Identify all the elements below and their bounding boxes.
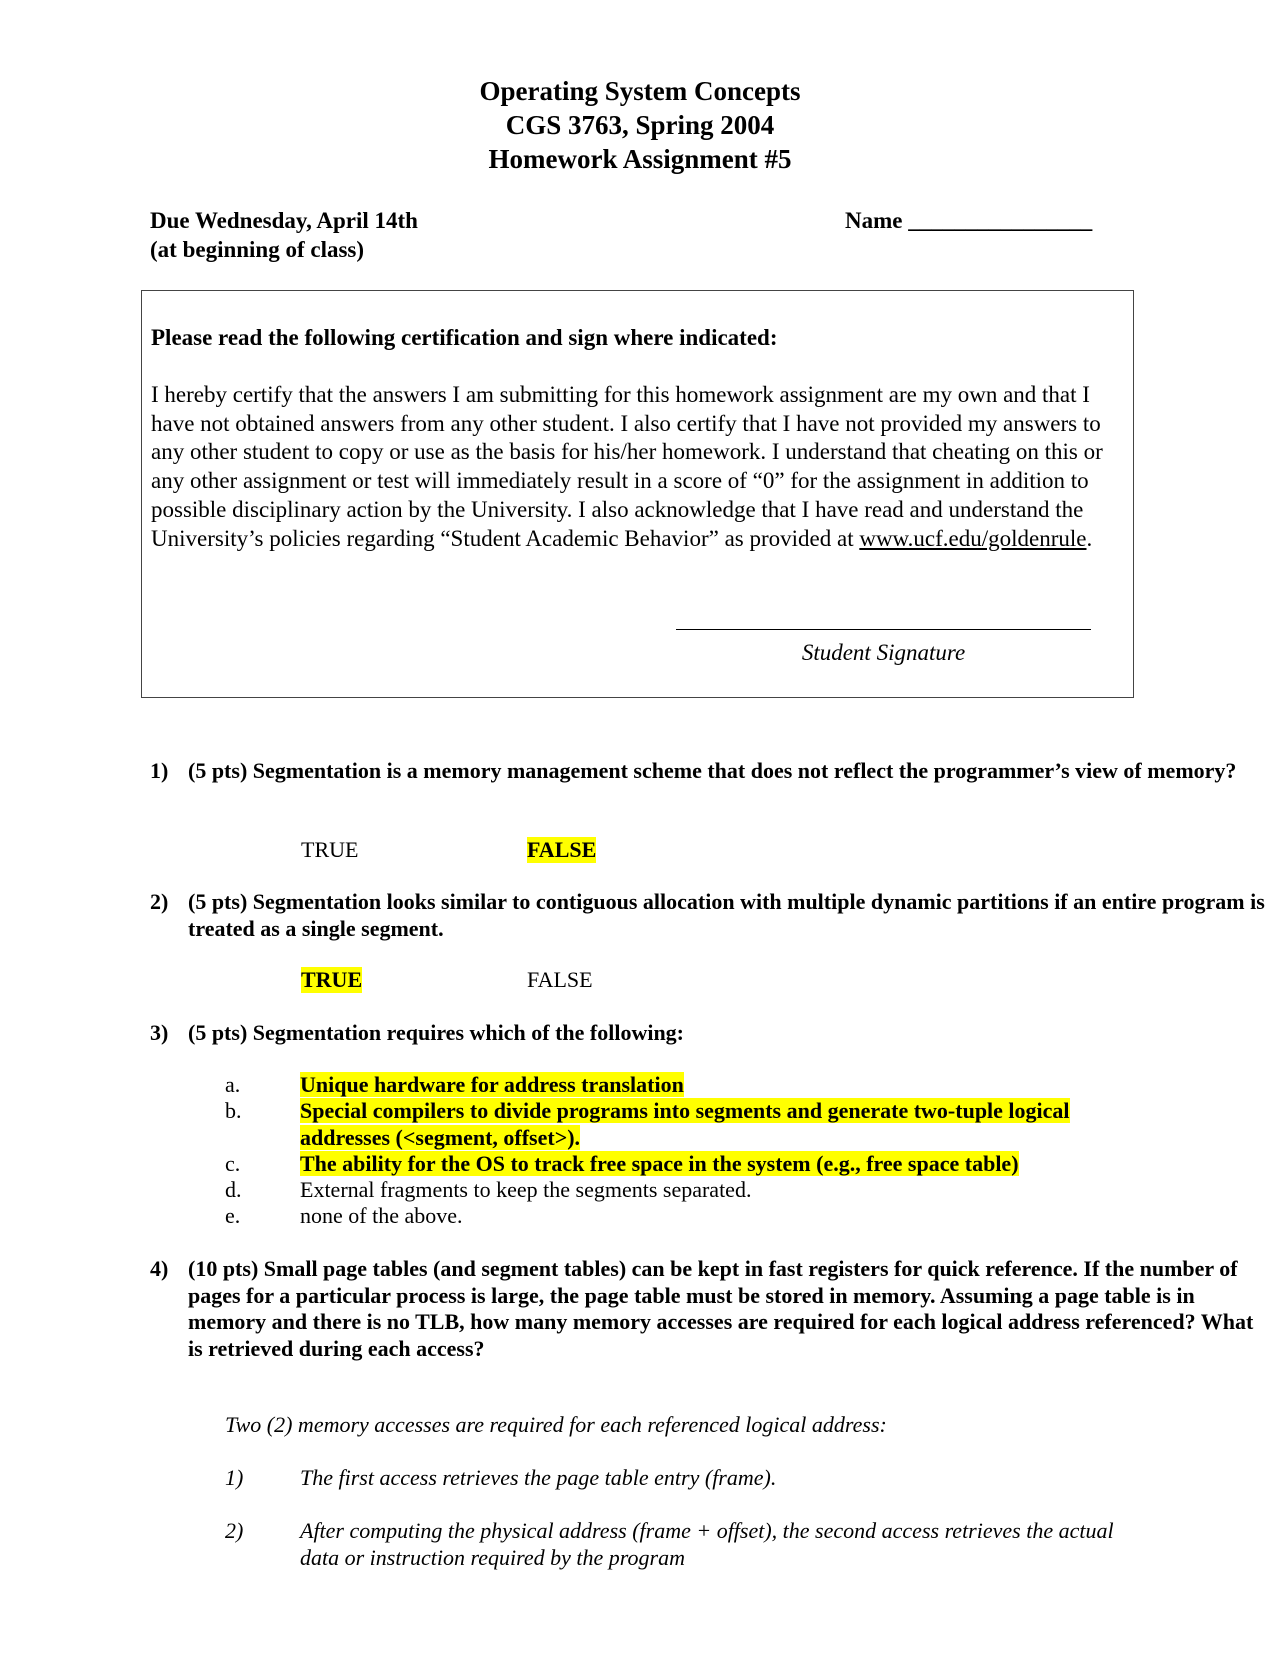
- choice-letter: b.: [225, 1098, 242, 1123]
- due-date-block: [150, 206, 418, 264]
- choice-text: External fragments to keep the segments separated.: [300, 1177, 752, 1202]
- name-field[interactable]: Name ________________: [845, 208, 1093, 233]
- signature-line[interactable]: [676, 629, 1091, 630]
- choice-letter: c.: [225, 1151, 241, 1176]
- answer-intro: Two (2) memory accesses are required for each referenced logical address:: [225, 1412, 887, 1437]
- certification-body-end: .: [1086, 525, 1093, 551]
- question-text: (5 pts) Segmentation is a memory management scheme that does not reflect the programmer’s view of memory?: [188, 758, 1237, 783]
- certification-body: I hereby certify that the answers I am submitting for this homework assignment are my own and that I have not obtained answers from any other student. I also certify that I have not provided my answers to any other student to copy or use as the basis for his/her homework. I understand that cheating on this or any other assignment or test will immediately result in a score of “0” for the assignment in addition to possible disciplinary action by the University. I also acknowledge that I have read and understand the University’s policies regarding “Student Academic Behavior” as provided at: [151, 382, 1103, 551]
- certification-text: [151, 381, 1126, 553]
- assignment-title: Homework Assignment #5: [488, 144, 792, 174]
- golden-rule-link[interactable]: www.ucf.edu/goldenrule: [859, 525, 1087, 551]
- course-title: Operating System Concepts: [479, 76, 801, 106]
- choice-letter: e.: [225, 1203, 241, 1228]
- question-text: (5 pts) Segmentation looks similar to contiguous allocation with multiple dynamic partitions if an entire program is treated as a single segment.: [188, 889, 1265, 941]
- choice-letter: d.: [225, 1177, 242, 1202]
- choice-text: Special compilers to divide programs into segments and generate two-tuple logical addresses (<segment, offset>).: [300, 1098, 1070, 1150]
- choice-a[interactable]: [300, 1072, 1120, 1099]
- question-number: 3): [150, 1020, 169, 1045]
- answer-point-2: After computing the physical address (frame + offset), the second access retrieves the actual data or instruction required by the program: [300, 1518, 1114, 1570]
- due-date: Due Wednesday, April 14th: [150, 208, 418, 233]
- certification-heading: Please read the following certification and sign where indicated:: [151, 325, 778, 350]
- choice-c[interactable]: [300, 1151, 1120, 1178]
- question-number: 4): [150, 1256, 169, 1281]
- course-code: CGS 3763, Spring 2004: [505, 110, 775, 140]
- q2-option-false[interactable]: FALSE: [527, 967, 593, 992]
- choice-text: none of the above.: [300, 1203, 463, 1228]
- choice-b[interactable]: [300, 1098, 1120, 1151]
- question-number: 2): [150, 889, 169, 914]
- choice-d[interactable]: [300, 1177, 1120, 1204]
- question-text: (5 pts) Segmentation requires which of the following:: [188, 1020, 685, 1045]
- choice-text: The ability for the OS to track free space in the system (e.g., free space table): [300, 1151, 1019, 1176]
- question-number: 1): [150, 758, 169, 783]
- choice-letter: a.: [225, 1072, 241, 1097]
- q1-option-false[interactable]: FALSE: [527, 837, 597, 862]
- choice-text: Unique hardware for address translation: [300, 1072, 684, 1097]
- q1-option-true[interactable]: TRUE: [301, 837, 359, 862]
- certification-box: [141, 290, 1134, 698]
- choice-e[interactable]: [300, 1203, 1120, 1230]
- question-text: (10 pts) Small page tables (and segment tables) can be kept in fast registers for quick reference. If the number of pages for a particular process is large, the page table must be stored in memory. Assuming a page table is in memory and there is no TLB, how many memory accesses are required for each logical address referenced? What is retrieved during each access?: [188, 1256, 1254, 1361]
- signature-label: Student Signature: [801, 640, 966, 665]
- q2-option-true[interactable]: TRUE: [301, 967, 363, 992]
- answer-point-number: 2): [225, 1518, 244, 1543]
- answer-point-number: 1): [225, 1465, 244, 1490]
- document-header: [0, 74, 1280, 176]
- due-note: (at beginning of class): [150, 237, 365, 262]
- answer-point-1: The first access retrieves the page table entry (frame).: [300, 1465, 777, 1490]
